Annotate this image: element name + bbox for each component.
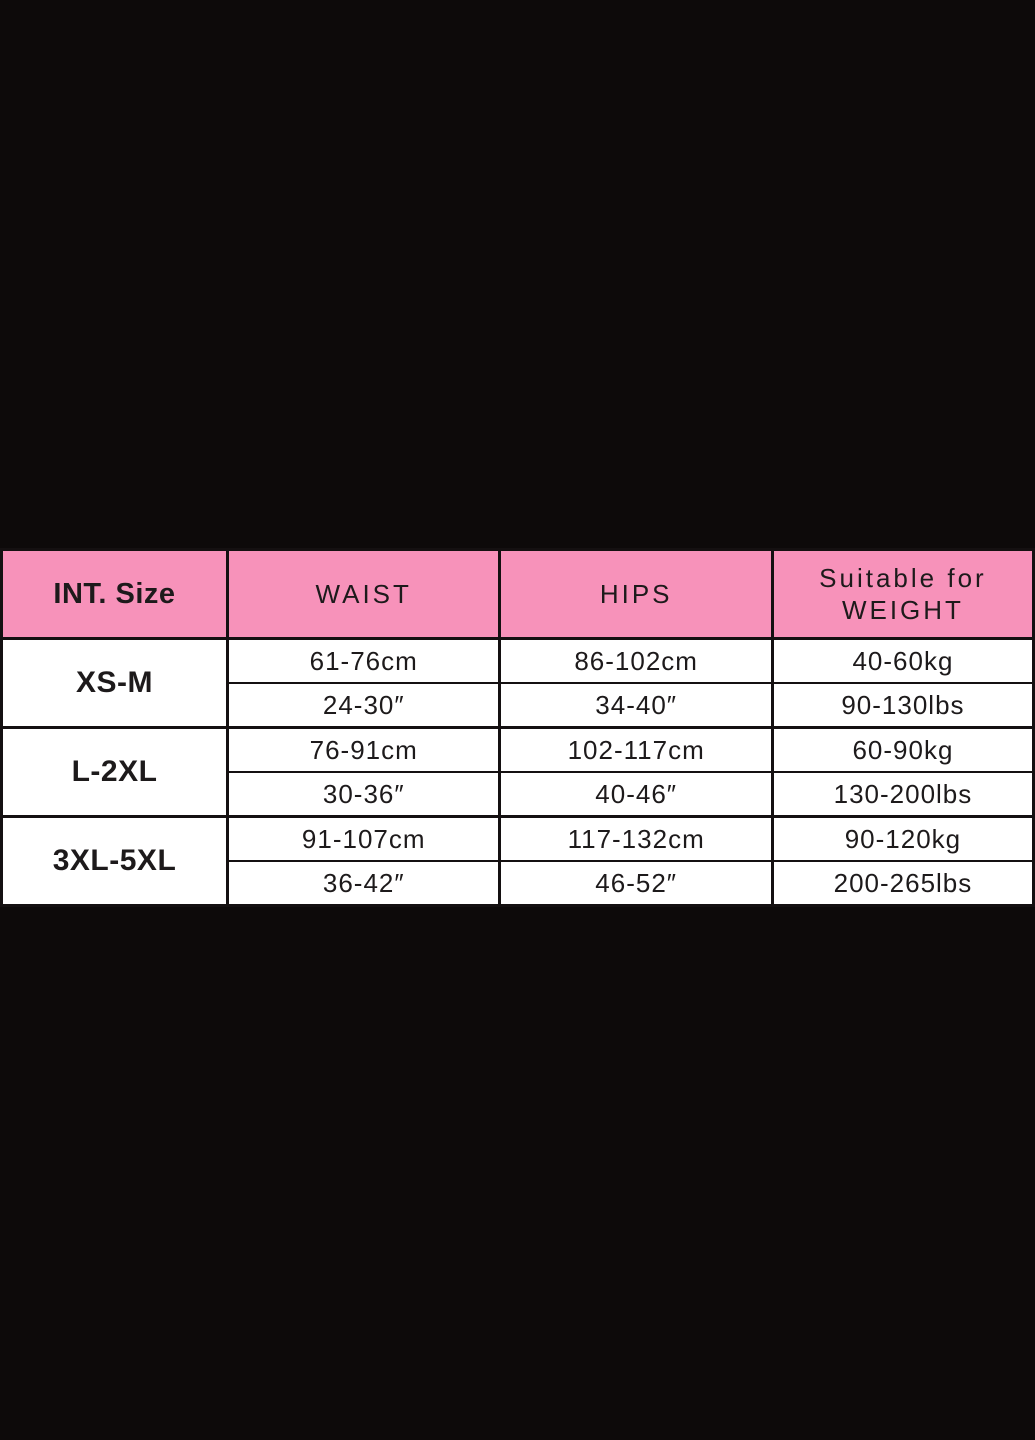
waist-in-xsm: 24-30″: [228, 683, 500, 728]
weight-lbs-l2xl: 130-200lbs: [772, 772, 1033, 817]
size-cell-3xl5xl: 3XL-5XL: [2, 817, 228, 906]
table-row-xsm-metric: [2, 639, 1034, 684]
table-row-l2xl-metric: [2, 728, 1034, 773]
weight-kg-l2xl: 60-90kg: [772, 728, 1033, 773]
size-cell-l2xl: L-2XL: [2, 728, 228, 817]
weight-lbs-xsm: 90-130lbs: [772, 683, 1033, 728]
weight-lbs-3xl5xl: 200-265lbs: [772, 861, 1033, 906]
header-row: [2, 550, 1034, 639]
col-header-weight-line1: Suitable for: [819, 562, 987, 593]
hips-in-l2xl: 40-46″: [500, 772, 772, 817]
weight-kg-3xl5xl: 90-120kg: [772, 817, 1033, 862]
hips-in-3xl5xl: 46-52″: [500, 861, 772, 906]
hips-cm-xsm: 86-102cm: [500, 639, 772, 684]
col-header-waist: WAIST: [228, 550, 500, 639]
waist-cm-3xl5xl: 91-107cm: [228, 817, 500, 862]
waist-in-3xl5xl: 36-42″: [228, 861, 500, 906]
weight-kg-xsm: 40-60kg: [772, 639, 1033, 684]
col-header-size: INT. Size: [2, 550, 228, 639]
size-chart-table: [0, 548, 1035, 907]
waist-cm-l2xl: 76-91cm: [228, 728, 500, 773]
waist-cm-xsm: 61-76cm: [228, 639, 500, 684]
hips-cm-3xl5xl: 117-132cm: [500, 817, 772, 862]
size-cell-xsm: XS-M: [2, 639, 228, 728]
col-header-hips: HIPS: [500, 550, 772, 639]
col-header-weight-line2: WEIGHT: [841, 595, 964, 625]
hips-in-xsm: 34-40″: [500, 683, 772, 728]
table-row-3xl5xl-metric: [2, 817, 1034, 862]
waist-in-l2xl: 30-36″: [228, 772, 500, 817]
col-header-weight: [772, 550, 1033, 639]
hips-cm-l2xl: 102-117cm: [500, 728, 772, 773]
